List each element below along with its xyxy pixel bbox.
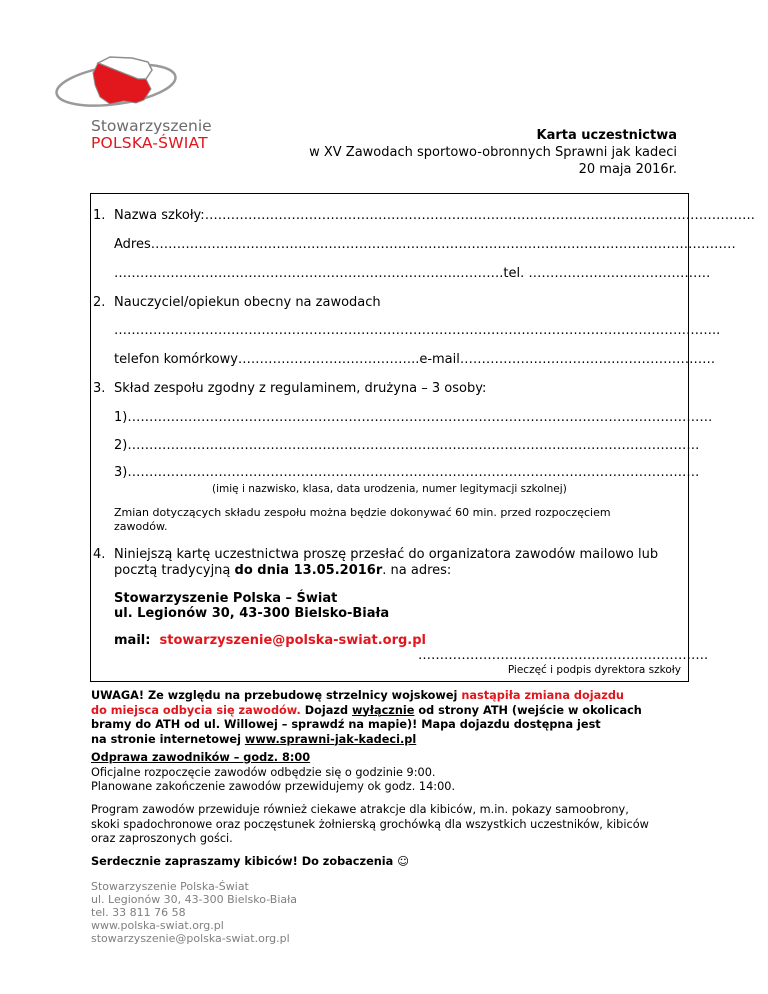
address-dots: ……………………………………………………………………………………………………………………… [150, 237, 736, 252]
mail-label: mail: [114, 633, 151, 648]
section-4-text-a: pocztą tradycyjną [114, 563, 235, 578]
briefing-block [91, 751, 455, 795]
section-3-number: 3. [93, 381, 106, 396]
heading-line-3: 20 maja 2016r. [578, 162, 677, 177]
notice-text-1a: UWAGA! Ze względu na przebudowę strzelnicy wojskowej [91, 689, 462, 702]
footer-phone: tel. 33 811 76 58 [91, 906, 186, 919]
team-member-2-field[interactable]: 2)…………………………………………………………………………………………………………………… [114, 438, 700, 453]
change-note-line-2: zawodów. [114, 520, 168, 533]
footer-website[interactable]: www.polska-swiat.org.pl [91, 919, 224, 932]
page-heading [309, 127, 677, 178]
team-label: Skład zespołu zgodny z regulaminem, drużyna – 3 osoby: [114, 381, 487, 396]
website-link[interactable]: www.sprawni-jak-kadeci.pl [244, 732, 417, 746]
heading-line-2: w XV Zawodach sportowo-obronnych Sprawni jak kadeci [309, 145, 677, 160]
footer-email[interactable]: stowarzyszenie@polska-swiat.org.pl [91, 932, 290, 945]
organization-address: ul. Legionów 30, 43-300 Bielsko-Biała [114, 606, 390, 621]
section-2-number: 2. [93, 295, 106, 310]
notice-text-4a: na stronie internetowej [91, 732, 245, 746]
organization-name: Stowarzyszenie Polska – Świat [114, 591, 338, 606]
section-4-number: 4. [93, 547, 106, 562]
team-member-1-field[interactable]: 1)……………………………………………………………………………………………………………………… [114, 410, 713, 425]
notice-highlight-1: nastąpiła zmiana dojazdu [461, 689, 624, 702]
deadline-date: do dnia 13.05.2016r [234, 563, 383, 578]
footer-org: Stowarzyszenie Polska-Świat [91, 880, 249, 893]
notice-text-2b: Dojazd [300, 703, 352, 717]
mail-line [114, 633, 426, 649]
section-4-text-c: . na adres: [382, 563, 452, 578]
address-tel-field[interactable]: ……………………………………………………………………..……….tel. …………………………………… [114, 266, 711, 281]
notice-underline: wyłącznie [351, 703, 415, 717]
notice-block [91, 689, 642, 747]
notice-line-1 [91, 689, 642, 704]
program-line-1: Program zawodów przewiduje również ciekawe atrakcje dla kibiców, m.in. pokazy samoobrony, [91, 803, 629, 816]
teacher-label: Nauczyciel/opiekun obecny na zawodach [114, 295, 381, 310]
school-name-dots: ………………………………………………………………………………………………………………. [204, 208, 755, 223]
section-4-line-2 [114, 563, 451, 579]
notice-line-4 [91, 733, 642, 748]
program-line-3: oraz zaproszonych gości. [91, 832, 233, 845]
logo-name: Stowarzyszenie [91, 117, 212, 135]
address-field[interactable] [114, 237, 736, 253]
change-note-line-1: Zmian dotyczących składu zespołu można będzie dokonywać 60 min. przed rozpoczęciem [114, 506, 611, 519]
teacher-contact-field[interactable]: telefon komórkowy…………………….……………..e-mail……………………………..…………………… [114, 352, 716, 367]
school-name-label: Nazwa szkoły: [114, 208, 205, 223]
page-title: Karta uczestnictwa [536, 128, 677, 143]
teacher-name-field[interactable]: ………………………………………………………………………………………………………………………….. [114, 323, 721, 338]
school-name-field[interactable] [114, 208, 755, 224]
address-label: Adres [114, 237, 151, 252]
footer-address: ul. Legionów 30, 43-300 Bielsko-Biała [91, 893, 297, 906]
briefing-title: Odprawa zawodników – godz. 8:00 [91, 751, 311, 764]
program-block [91, 803, 649, 847]
team-member-hint: (imię i nazwisko, klasa, data urodzenia, numer legitymacji szkolnej) [212, 483, 567, 495]
section-1-number: 1. [93, 208, 106, 223]
signature-dots[interactable]: …………………………………………………………. [418, 648, 709, 663]
signature-label: Pieczęć i podpis dyrektora szkoły [507, 664, 681, 676]
footer-contact [91, 880, 297, 945]
team-member-3-field[interactable]: 3)…………………………………………………………………………………………………………………… [114, 465, 700, 480]
section-4-line-1: Niniejszą kartę uczestnictwa proszę przesłać do organizatora zawodów mailowo lub [114, 547, 659, 562]
briefing-line-1: Oficjalne rozpoczęcie zawodów odbędzie się o godzinie 9:00. [91, 765, 436, 779]
notice-text-2d: od strony ATH (wejście w okolicach [414, 703, 642, 717]
mail-link[interactable]: stowarzyszenie@polska-swiat.org.pl [159, 633, 426, 648]
logo-map-icon [40, 45, 190, 120]
briefing-line-2: Planowane zakończenie zawodów przewidujemy ok godz. 14:00. [91, 780, 456, 793]
notice-line-2 [91, 704, 642, 719]
invite-text: Serdecznie zapraszamy kibiców! Do zobaczenia ☺ [91, 855, 409, 868]
program-line-2: skoki spadochronowe oraz poczęstunek żołnierską grochówką dla wszystkich uczestników, kibiców [91, 817, 649, 831]
notice-highlight-2: do miejsca odbycia się zawodów. [91, 703, 301, 717]
logo-sub: POLSKA-ŚWIAT [91, 134, 208, 152]
notice-line-3: bramy do ATH od ul. Willowej – sprawdź na mapie)! Mapa dojazdu dostępna jest [91, 718, 601, 731]
